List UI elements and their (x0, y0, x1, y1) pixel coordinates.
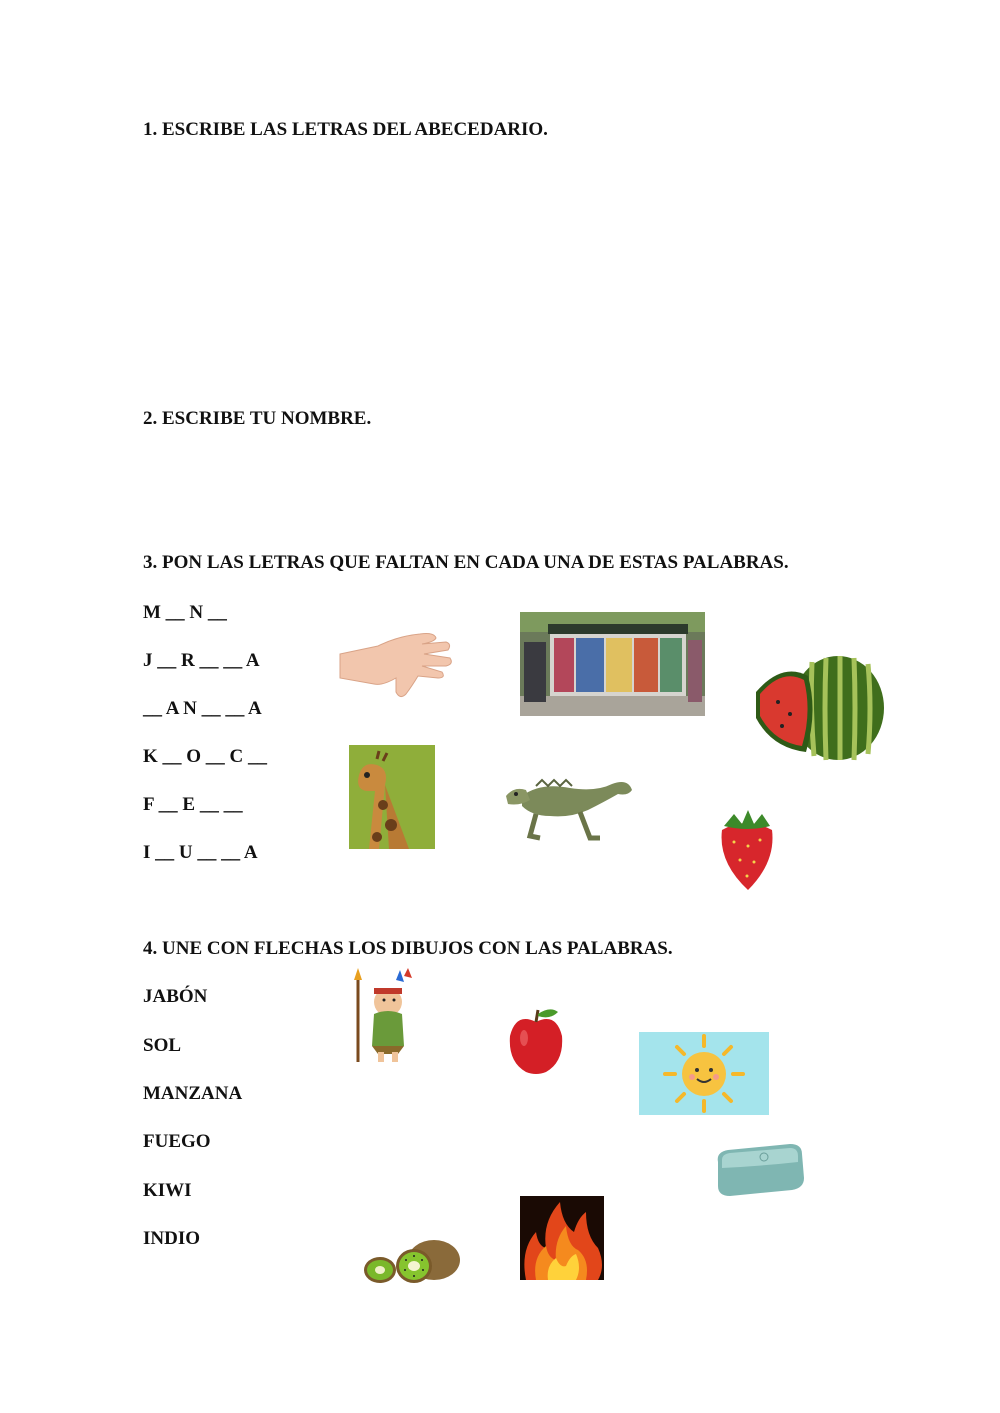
section-3-title: 3. PON LAS LETRAS QUE FALTAN EN CADA UNA DE ESTAS PALABRAS. (143, 552, 789, 573)
match-word: KIWI (143, 1180, 192, 1201)
missing-letters-word: __ A N __ __ A (143, 698, 262, 719)
missing-letters-word: M __ N __ (143, 602, 227, 623)
missing-letters-word: K __ O __ C __ (143, 746, 268, 767)
kiosk-picture (520, 612, 705, 716)
missing-letters-word: I __ U __ __ A (143, 842, 258, 863)
apple-picture (506, 1006, 566, 1076)
indian-picture (348, 968, 418, 1064)
match-word: INDIO (143, 1228, 201, 1249)
soap-picture (712, 1140, 806, 1200)
giraffe-picture (349, 745, 435, 849)
match-word: JABÓN (143, 986, 208, 1007)
section-1-title: 1. ESCRIBE LAS LETRAS DEL ABECEDARIO. (143, 119, 548, 140)
match-word: FUEGO (143, 1131, 211, 1152)
section-4-title: 4. UNE CON FLECHAS LOS DIBUJOS CON LAS PALABRAS. (143, 938, 673, 959)
iguana-picture (500, 766, 635, 848)
sun-picture (639, 1032, 769, 1115)
missing-letters-word: J __ R __ __ A (143, 650, 260, 671)
match-word: MANZANA (143, 1083, 243, 1104)
watermelon-picture (752, 652, 886, 762)
match-word: SOL (143, 1035, 182, 1056)
missing-letters-word: F __ E __ __ (143, 794, 243, 815)
fire-picture (520, 1196, 604, 1280)
strawberry-picture (714, 806, 780, 892)
hand-picture (338, 628, 454, 698)
kiwi-picture (362, 1236, 462, 1286)
section-2-title: 2. ESCRIBE TU NOMBRE. (143, 408, 372, 429)
